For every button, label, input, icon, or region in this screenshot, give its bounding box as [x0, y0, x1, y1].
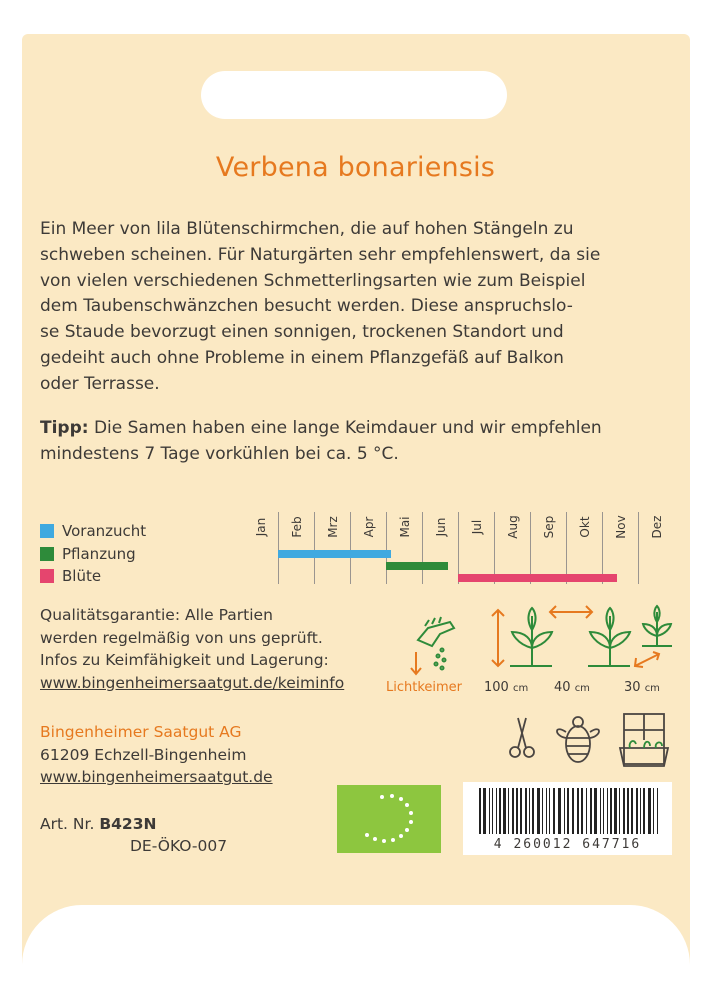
description-line: oder Terrasse.: [40, 373, 160, 394]
barcode-bar: [496, 788, 497, 834]
plant-icon: [588, 608, 630, 666]
barcode-bar: [623, 788, 625, 834]
month-column: [350, 512, 386, 578]
tip-label: Tipp:: [40, 418, 89, 438]
barcode-bar: [627, 788, 629, 834]
barcode-bar: [558, 788, 561, 834]
barcode-bar: [657, 788, 658, 834]
height-label: [484, 680, 528, 695]
usage-icons-svg: [500, 712, 680, 772]
month-divider: [638, 512, 639, 584]
barcode-bar: [483, 788, 486, 834]
barcode-bar: [643, 788, 645, 834]
article-info: [40, 813, 227, 857]
month-label: Aug: [506, 515, 520, 539]
row-spacing-value: 40: [554, 680, 571, 695]
description-line: schweben scheinen. Für Naturgärten sehr empfehlenswert, da sie: [40, 244, 601, 265]
barcode-bar: [492, 788, 493, 834]
barcode-bar: [525, 788, 527, 834]
month-column: [242, 512, 278, 578]
usage-icons: [500, 712, 680, 772]
barcode: [463, 782, 672, 855]
barcode-bar: [567, 788, 569, 834]
barcode-bar: [636, 788, 638, 834]
barcode-bar: [581, 788, 583, 834]
barcode-bar: [542, 788, 543, 834]
barcode-bar: [648, 788, 651, 834]
month-column: [278, 512, 314, 578]
barcode-bar: [512, 788, 514, 834]
month-label: Feb: [290, 516, 304, 538]
legend-item-bluete: [40, 565, 146, 588]
window-box-icon: [620, 714, 668, 766]
calendar-bar: [386, 562, 448, 570]
calendar-bar: [278, 550, 391, 558]
month-label: Jan: [254, 517, 268, 537]
legend-label: Voranzucht: [62, 522, 147, 540]
month-column: [530, 512, 566, 578]
legend-swatch: [40, 547, 54, 561]
barcode-bar: [631, 788, 633, 834]
legend-swatch: [40, 569, 54, 583]
calendar-legend: [40, 520, 146, 588]
description-line: dem Taubenschwänzchen besucht werden. Diese anspruchslo-: [40, 296, 573, 317]
company-name: Bingenheimer Saatgut AG: [40, 723, 242, 741]
barcode-bar: [549, 788, 550, 834]
keiminfo-link[interactable]: www.bingenheimersaatgut.de/keiminfo: [40, 673, 345, 692]
barcode-bar: [529, 788, 530, 834]
month-label: Apr: [362, 516, 376, 538]
month-column: [458, 512, 494, 578]
plant-title: Verbena bonariensis: [215, 152, 496, 183]
plant-spacing-value: 30: [624, 680, 641, 695]
description-line: Ein Meer von lila Blütenschirmchen, die auf hohen Stängeln zu: [40, 219, 574, 239]
tip-line: Die Samen haben eine lange Keimdauer und wir empfehlen: [88, 418, 602, 438]
barcode-bar: [503, 788, 506, 834]
month-column: [566, 512, 602, 578]
month-label: Jul: [470, 519, 484, 535]
plant-icon: [510, 608, 552, 666]
bee-icon: [557, 717, 599, 762]
month-divider: [422, 512, 423, 584]
description-line: se Staude bevorzugt einen sonnigen, trockenen Standort und: [40, 322, 564, 343]
barcode-bar: [614, 788, 617, 834]
barcode-number: 4 260012 647716: [493, 837, 642, 852]
quality-line: werden regelmäßig von uns geprüft.: [40, 628, 323, 647]
month-divider: [350, 512, 351, 584]
month-divider: [386, 512, 387, 584]
month-label: Nov: [614, 515, 628, 539]
packet-bottom-cutout: [22, 905, 690, 1000]
barcode-bar: [590, 788, 592, 834]
company-address: 61209 Echzell-Bingenheim: [40, 745, 247, 764]
eu-organic-logo: [337, 785, 441, 853]
eco-code: DE-ÖKO-007: [130, 837, 228, 855]
barcode-bar: [479, 788, 481, 834]
unit-label: cm: [512, 683, 529, 694]
unit-label: cm: [644, 683, 660, 694]
barcode-bar: [586, 788, 587, 834]
legend-label: Blüte: [62, 567, 102, 585]
barcode-bar: [499, 788, 501, 834]
plant-spacing-arrow-icon: [635, 652, 659, 667]
barcode-bar: [594, 788, 597, 834]
calendar-bar: [458, 574, 617, 582]
month-column: [494, 512, 530, 578]
month-divider: [314, 512, 315, 584]
barcode-bar: [537, 788, 540, 834]
height-value: 100: [484, 680, 509, 695]
month-column: [638, 512, 674, 578]
barcode-bar: [508, 788, 509, 834]
growing-calendar: [242, 512, 674, 584]
row-spacing-label: [554, 680, 590, 695]
month-label: Jun: [434, 517, 448, 537]
barcode-bar: [532, 788, 534, 834]
barcode-bar: [600, 788, 601, 834]
barcode-bar: [553, 788, 555, 834]
plant-spacing-label: [624, 680, 660, 695]
hang-tab-cutout: [201, 71, 507, 119]
barcode-bar: [603, 788, 604, 834]
month-label: Sep: [542, 515, 556, 539]
legend-item-voranzucht: [40, 520, 146, 543]
barcode-bar: [607, 788, 608, 834]
description-line: gedeiht auch ohne Probleme in einem Pflanzgefäß auf Balkon: [40, 347, 564, 368]
legend-label: Pflanzung: [62, 544, 136, 563]
month-divider: [278, 512, 279, 584]
month-column: [602, 512, 638, 578]
barcode-bar: [653, 788, 654, 834]
tip-text: [40, 416, 680, 468]
arrow-down-icon: [411, 652, 421, 674]
month-label: Mai: [398, 516, 412, 538]
article-number: B423N: [99, 815, 157, 833]
article-label: Art. Nr.: [40, 815, 100, 833]
legend-item-pflanzung: [40, 543, 146, 566]
month-label: Dez: [650, 515, 664, 539]
tip-line: mindestens 7 Tage vorkühlen bei ca. 5 °C.: [40, 443, 399, 464]
barcode-bar: [489, 788, 490, 834]
month-label: Okt: [578, 516, 592, 538]
growing-icons: [380, 600, 680, 700]
barcode-bar: [619, 788, 620, 834]
unit-label: cm: [574, 683, 590, 694]
barcode-bar: [564, 788, 565, 834]
row-spacing-arrow-icon: [550, 606, 592, 618]
height-arrow-icon: [492, 610, 504, 666]
barcode-bar: [546, 788, 547, 834]
quality-line: Infos zu Keimfähigkeit und Lagerung:: [40, 651, 329, 669]
barcode-bar: [577, 788, 579, 834]
light-germinator-label: Lichtkeimer: [386, 680, 463, 695]
barcode-bar: [610, 788, 612, 834]
quality-info: [40, 604, 344, 694]
scissors-icon: [510, 718, 534, 757]
barcode-bar: [520, 788, 522, 834]
barcode-bar: [516, 788, 518, 834]
month-column: [314, 512, 350, 578]
legend-swatch: [40, 524, 54, 538]
description-line: von vielen verschiedenen Schmetterlingsarten wie zum Beispiel: [40, 270, 586, 291]
eu-organic-leaf-icon: [337, 785, 441, 853]
hand-sowing-icon: [418, 617, 454, 670]
quality-line: Qualitätsgarantie: Alle Partien: [40, 606, 273, 624]
plant-description: [40, 217, 680, 398]
plant-icon: [642, 606, 672, 646]
company-website-link[interactable]: www.bingenheimersaatgut.de: [40, 768, 273, 786]
barcode-bar: [572, 788, 574, 834]
barcode-bars: [463, 782, 672, 838]
month-label: Mrz: [326, 516, 340, 538]
barcode-bar: [640, 788, 641, 834]
company-info: [40, 721, 273, 789]
